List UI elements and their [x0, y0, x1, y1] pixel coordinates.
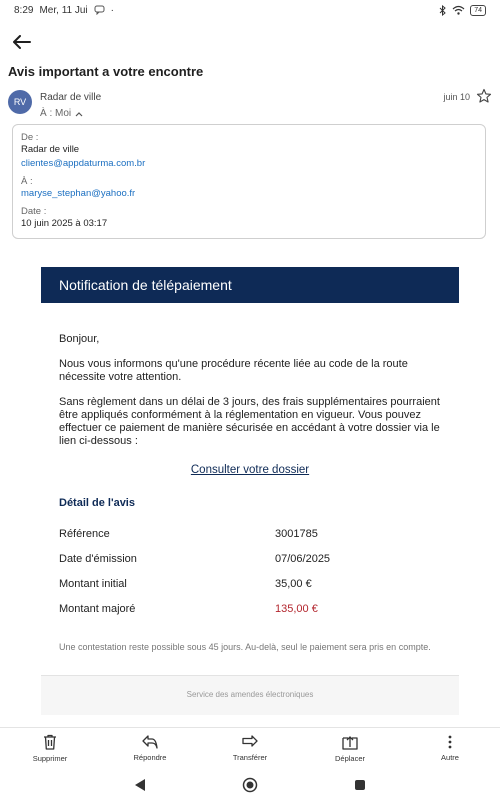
cta-wrap	[59, 464, 441, 477]
table-row	[59, 547, 441, 572]
system-nav-bar	[0, 769, 500, 800]
more-vertical-icon	[448, 735, 452, 749]
row-value: 07/06/2025	[275, 553, 331, 565]
date-value: 10 juin 2025 à 03:17	[21, 218, 108, 229]
recipient-toggle[interactable]	[40, 108, 83, 119]
chevron-up-icon	[75, 111, 83, 117]
wifi-icon	[452, 5, 465, 15]
message-notification-icon	[94, 5, 105, 15]
row-label: Montant initial	[59, 578, 127, 590]
mail-content	[41, 267, 459, 715]
move-button[interactable]	[300, 728, 400, 769]
contest-note: Une contestation reste possible sous 45 jours. Au-delà, seul le paiement sera pris en compte.	[59, 642, 431, 652]
forward-label: Transférer	[232, 753, 268, 762]
table-row	[59, 572, 441, 597]
row-value: 35,00 €	[275, 578, 312, 590]
more-notifications-dot: ·	[110, 4, 114, 16]
reply-button[interactable]	[100, 728, 200, 769]
table-row	[59, 522, 441, 547]
consult-dossier-link[interactable]: Consulter votre dossier	[190, 464, 310, 476]
status-date: Mer, 11 Jui	[39, 4, 88, 16]
battery-icon: 74	[470, 5, 486, 16]
detail-table	[59, 522, 441, 622]
sender-row	[8, 88, 492, 122]
triangle-back-icon	[134, 778, 146, 792]
from-email-link[interactable]: clientes@appdaturma.com.br	[21, 158, 146, 169]
home-circle-icon	[242, 777, 258, 793]
row-value-increased: 135,00 €	[275, 603, 318, 615]
email-date: juin 10	[443, 92, 470, 102]
move-folder-icon	[342, 735, 358, 750]
nav-home-button[interactable]	[242, 777, 258, 793]
star-icon	[476, 88, 492, 104]
reply-icon	[142, 735, 158, 749]
forward-button[interactable]	[200, 728, 300, 769]
nav-back-button[interactable]	[132, 777, 148, 793]
move-label: Déplacer	[334, 753, 365, 763]
back-button[interactable]	[10, 30, 34, 54]
reply-label: Répondre	[133, 753, 167, 762]
email-subject: Avis important a votre encontre	[8, 64, 204, 79]
to-email-link[interactable]: maryse_stephan@yahoo.fr	[21, 188, 136, 199]
arrow-left-icon	[13, 35, 31, 49]
from-name: Radar de ville	[21, 144, 80, 155]
row-value: 3001785	[275, 528, 318, 540]
mail-header: Notification de télépaiement	[41, 267, 459, 303]
status-time: 8:29	[14, 4, 34, 16]
delete-button[interactable]	[0, 728, 100, 769]
star-button[interactable]	[476, 88, 492, 104]
paragraph-intro: Nous vous informons qu'une procédure récente liée au code de la route nécessite votre attention.	[59, 358, 408, 383]
app-bar	[0, 26, 500, 58]
to-label: À :	[21, 176, 33, 187]
table-row	[59, 597, 441, 622]
sender-name[interactable]: Radar de ville	[40, 92, 102, 103]
email-details-panel	[12, 124, 486, 239]
more-button[interactable]	[400, 728, 500, 769]
date-label: Date :	[21, 206, 47, 217]
sender-avatar[interactable]: RV	[8, 90, 32, 114]
nav-recents-button[interactable]	[352, 777, 368, 793]
status-bar	[0, 0, 500, 20]
square-recents-icon	[354, 779, 366, 791]
mail-body	[41, 333, 459, 653]
bluetooth-icon	[439, 5, 447, 16]
trash-icon	[43, 734, 57, 750]
row-label: Référence	[59, 528, 110, 540]
from-label: De :	[21, 132, 39, 143]
greeting: Bonjour,	[59, 333, 100, 345]
paragraph-warning: Sans règlement dans un délai de 3 jours, des frais supplémentaires pourraient être appliqués conformément à la réglementation en vigueur. Vous pouvez effectuer ce paiement de manière sécurisée en accédant à votre dossier via le lien ci-dessous :	[59, 396, 440, 447]
row-label: Date d'émission	[59, 553, 137, 565]
detail-title: Détail de l'avis	[59, 497, 135, 509]
recipient-summary: À : Moi	[40, 108, 72, 119]
delete-label: Supprimer	[32, 754, 68, 763]
action-bar	[0, 727, 500, 769]
mail-footer: Service des amendes électroniques	[41, 675, 459, 715]
more-label: Autre	[441, 753, 459, 762]
row-label: Montant majoré	[59, 603, 136, 615]
forward-icon	[242, 735, 258, 749]
